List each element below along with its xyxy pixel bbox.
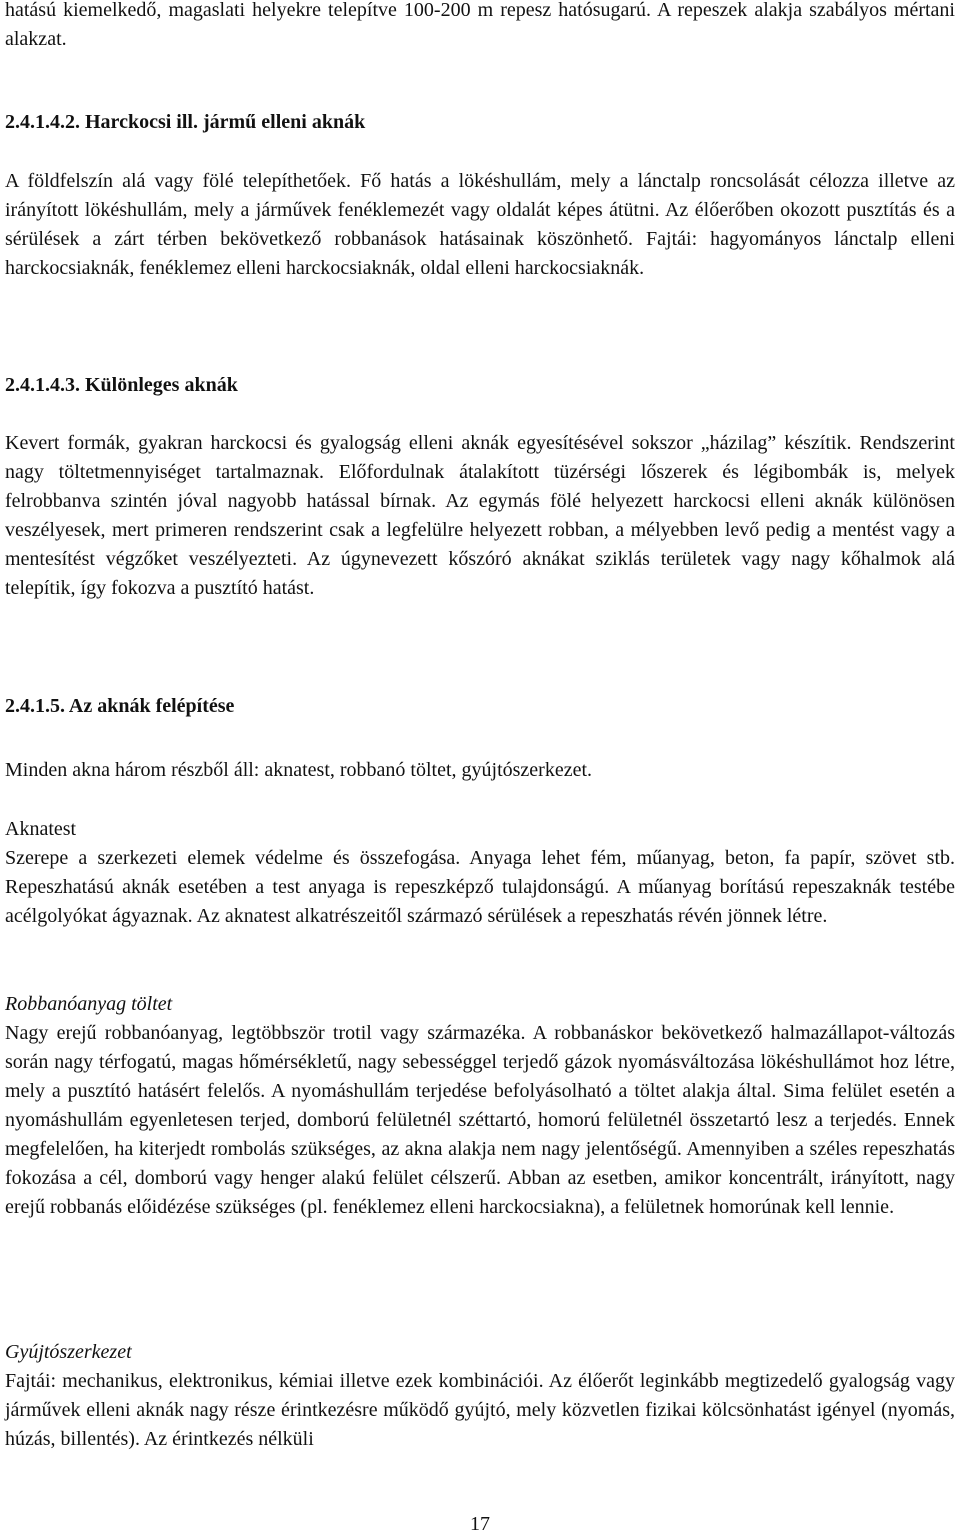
gyujtoszerkezet-paragraph: Fajtái: mechanikus, elektronikus, kémiai illetve ezek kombinációi. Az élőerőt leginkább megtizedelő gyalogság vagy járművek elleni aknák nagy része érintkezésre működő gyújtó, mely közvetlen fizikai kölcsönhatást igényel (nyomás, húzás, billentés). Az érintkezés nélküli — [5, 1370, 955, 1450]
intro-paragraph: hatású kiemelkedő, magaslati helyekre telepítve 100-200 m repesz hatósugarú. A repeszek alakja szabályos mértani alakzat. — [5, 0, 955, 50]
kulonleges-paragraph: Kevert formák, gyakran harckocsi és gyalogság elleni aknák egyesítésével sokszor „házilag” készítik. Rendszerint nagy töltetmennyiséget tartalmaznak. Előfordulnak átalakított tüzérségi lőszerek és légibombák is, melyek felrobbanva szintén jóval nagyobb hatással bírnak. Az egymás fölé helyezett harckocsi elleni aknák különösen veszélyesek, mert primeren rendszerint csak a legfelülre helyezett robban, a mélyebben levő pedig a mentést vagy a mentesítést végzőket veszélyezteti. Az úgynevezett kőszóró aknákat sziklás területek vagy nagy kőhalmok alá telepítik, így fokozva a pusztító hatást. — [5, 432, 955, 599]
subheading-gyujtoszerkezet: Gyújtószerkezet — [5, 1341, 132, 1363]
harckocsi-paragraph: A földfelszín alá vagy fölé telepíthetőek. Fő hatás a lökéshullám, mely a lánctalp roncsolását célozza illetve az irányított lökéshullám, mely a járművek fenéklemezét vagy oldalát képes átütni. Az élőerőben okozott pusztítás és a sérülések a zárt térben bekövetkező robbanások hatásainak köszönhető. Fajtái: hagyományos lánctalp elleni harckocsiaknák, fenéklemez elleni harckocsiaknák, oldal elleni harckocsiaknák. — [5, 170, 955, 279]
subheading-aknatest: Aknatest — [5, 818, 77, 840]
section-heading-2-4-1-4-2: 2.4.1.4.2. Harckocsi ill. jármű elleni aknák — [5, 111, 366, 133]
page-number: 17 — [470, 1513, 490, 1535]
robbanoanyag-paragraph: Nagy erejű robbanóanyag, legtöbbször trotil vagy származéka. A robbanáskor bekövetkező halmazállapot-változás során nagy térfogatú, magas hőmérsékletű, nagy sebességgel terjedő gázok nyomásváltozása lökéshullámot hoz létre, mely a pusztító hatásért felelős. A nyomáshullám terjedése befolyásolható a töltet alakja által. Sima felület esetén a nyomáshullám egyenletesen terjed, domború felületnél széttartó, homorú felületnél összetartó lesz a terjedés. Ennek megfelelően, ha kiterjedt rombolás szükséges, az akna alakja nem nagy jelentőségű. Amennyiben a széles repeszhatás fokozása a cél, domború vagy henger alakú felület célszerű. Abban az esetben, amikor koncentrált, irányított, nagy erejű robbanás előidézése szükséges (pl. fenéklemez elleni harckocsiakna), a felületnek homorúnak kell lennie. — [5, 1022, 955, 1218]
minden-paragraph: Minden akna három részből áll: aknatest, robbanó töltet, gyújtószerkezet. — [5, 759, 593, 781]
aknatest-paragraph: Szerepe a szerkezeti elemek védelme és összefogása. Anyaga lehet fém, műanyag, beton, fa papír, szövet stb. Repeszhatású aknák esetében a test anyaga is repeszképző tulajdonságú. A műanyag borítású repeszaknák testébe acélgolyókat ágyaznak. Az aknatest alkatrészeitől származó sérülések a repeszhatás révén jönnek létre. — [5, 847, 955, 927]
subheading-robbanoanyag: Robbanóanyag töltet — [5, 993, 173, 1015]
section-heading-2-4-1-4-3: 2.4.1.4.3. Különleges aknák — [5, 374, 238, 396]
section-heading-2-4-1-5: 2.4.1.5. Az aknák felépítése — [5, 695, 235, 717]
